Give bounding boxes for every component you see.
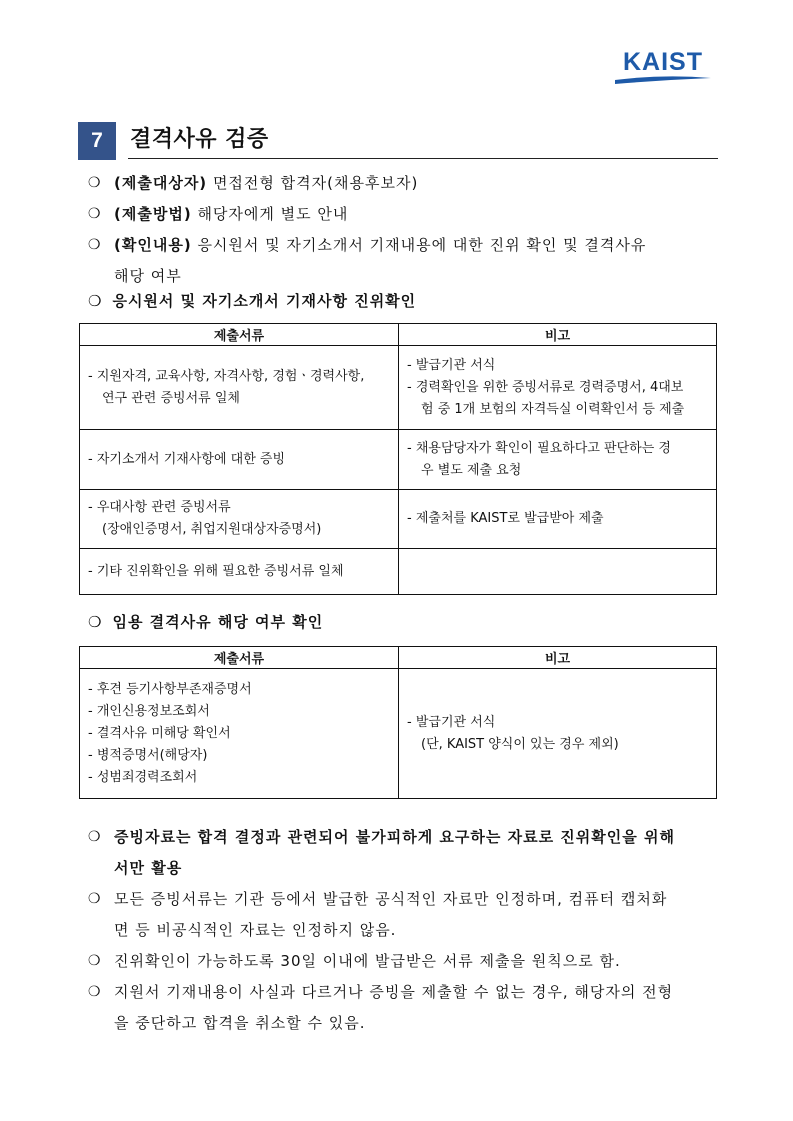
table1-header-documents: 제출서류 [80, 324, 399, 346]
circle-bullet-icon: ❍ [88, 829, 102, 845]
requirement-list [88, 168, 718, 292]
circle-bullet-icon: ❍ [88, 613, 103, 631]
note-text: 증빙자료는 합격 결정과 관련되어 불가피하게 요구하는 자료로 진위확인을 위해 [114, 828, 675, 846]
bullet-text: 면접전형 합격자(채용후보자) [207, 174, 419, 192]
bullet-submit-method [88, 199, 718, 230]
cell-line: - 자기소개서 기재사항에 대한 증빙 [88, 451, 286, 467]
logo-swoosh-icon [613, 72, 713, 86]
kaist-logo [613, 50, 713, 86]
note-continuation: 을 중단하고 합격을 취소할 수 있음. [114, 1014, 366, 1032]
cell-line: - 후견 등기사항부존재증명서 [88, 681, 252, 697]
note-continuation: 서만 활용 [114, 859, 183, 877]
cell-line: (단, KAIST 양식이 있는 경우 제외) [421, 736, 619, 752]
section-heading [78, 122, 718, 160]
cell-line: - 결격사유 미해당 확인서 [88, 725, 231, 741]
cell-line: - 발급기관 서식 [407, 357, 496, 373]
section-number: 7 [78, 122, 116, 160]
note-text: 지원서 기재내용이 사실과 다르거나 증빙을 제출할 수 없는 경우, 해당자의 전형 [114, 983, 674, 1001]
note-item [88, 822, 718, 884]
cell-line: 우 별도 제출 요청 [421, 462, 522, 478]
circle-bullet-icon: ❍ [88, 984, 102, 1000]
cell-line: - 발급기관 서식 [407, 714, 496, 730]
cell-line: 험 중 1개 보험의 자격득실 이력확인서 등 제출 [421, 401, 685, 417]
cell-line: - 개인신용정보조회서 [88, 703, 210, 719]
note-text: 진위확인이 가능하도록 30일 이내에 발급받은 서류 제출을 원칙으로 함. [114, 952, 621, 970]
table-cell [80, 346, 399, 430]
bullet-continuation: 해당 여부 [114, 267, 182, 285]
table-cell [399, 430, 717, 490]
bullet-check-content [88, 230, 718, 292]
bullet-label: (제출방법) [114, 205, 192, 223]
cell-line: - 지원자격, 교육사항, 자격사항, 경험ㆍ경력사항, [88, 368, 365, 384]
circle-bullet-icon: ❍ [88, 206, 102, 222]
table1-header-remarks: 비고 [399, 324, 717, 346]
table2-header-documents: 제출서류 [80, 647, 399, 669]
cell-line: - 병적증명서(해당자) [88, 747, 208, 763]
bullet-text: 해당자에게 별도 안내 [191, 205, 349, 223]
circle-bullet-icon: ❍ [88, 237, 102, 253]
cell-line: (장애인증명서, 취업지원대상자증명서) [102, 522, 322, 537]
table1-heading [88, 290, 416, 311]
table2-heading-text: 임용 결격사유 해당 여부 확인 [112, 613, 324, 631]
note-item [88, 884, 718, 946]
cell-line: - 성범죄경력조회서 [88, 769, 198, 785]
bullet-text: 응시원서 및 자기소개서 기재내용에 대한 진위 확인 및 결격사유 [191, 236, 647, 254]
table-row [80, 430, 717, 490]
cell-line: - 기타 진위확인을 위해 필요한 증빙서류 일체 [88, 563, 344, 579]
table-cell [399, 346, 717, 430]
table-row [80, 669, 717, 799]
table-cell [80, 430, 399, 490]
note-text: 모든 증빙서류는 기관 등에서 발급한 공식적인 자료만 인정하며, 컴퓨터 캡처화 [114, 890, 668, 908]
circle-bullet-icon: ❍ [88, 292, 103, 310]
bullet-label: (제출대상자) [114, 174, 208, 192]
notes-list [88, 822, 718, 1039]
section-divider [128, 158, 718, 159]
cell-line: - 채용담당자가 확인이 필요하다고 판단하는 경 [407, 440, 671, 456]
table-row [80, 490, 717, 549]
cell-line: - 제출처를 KAIST로 발급받아 제출 [407, 511, 604, 526]
bullet-label: (확인내용) [114, 236, 192, 254]
table-cell-empty [399, 549, 717, 595]
table1-heading-text: 응시원서 및 자기소개서 기재사항 진위확인 [112, 292, 417, 310]
table2-heading [88, 611, 323, 632]
cell-line: - 경력확인을 위한 증빙서류로 경력증명서, 4대보 [407, 379, 684, 395]
table-row [80, 346, 717, 430]
disqualification-table [79, 646, 717, 799]
circle-bullet-icon: ❍ [88, 175, 102, 191]
circle-bullet-icon: ❍ [88, 953, 102, 969]
note-item [88, 977, 718, 1039]
cell-line: - 우대사항 관련 증빙서류 [88, 500, 231, 515]
note-item [88, 946, 718, 977]
table-cell [80, 549, 399, 595]
table-cell [399, 669, 717, 799]
table-cell [80, 669, 399, 799]
bullet-submit-target [88, 168, 718, 199]
table-cell [80, 490, 399, 549]
table-cell [399, 490, 717, 549]
table-row [80, 549, 717, 595]
verification-table [79, 323, 717, 595]
circle-bullet-icon: ❍ [88, 891, 102, 907]
table2-header-remarks: 비고 [399, 647, 717, 669]
section-title: 결격사유 검증 [130, 127, 269, 152]
cell-line: 연구 관련 증빙서류 일체 [102, 390, 240, 406]
note-continuation: 면 등 비공식적인 자료는 인정하지 않음. [114, 921, 397, 939]
logo-text: KAIST [623, 48, 703, 76]
